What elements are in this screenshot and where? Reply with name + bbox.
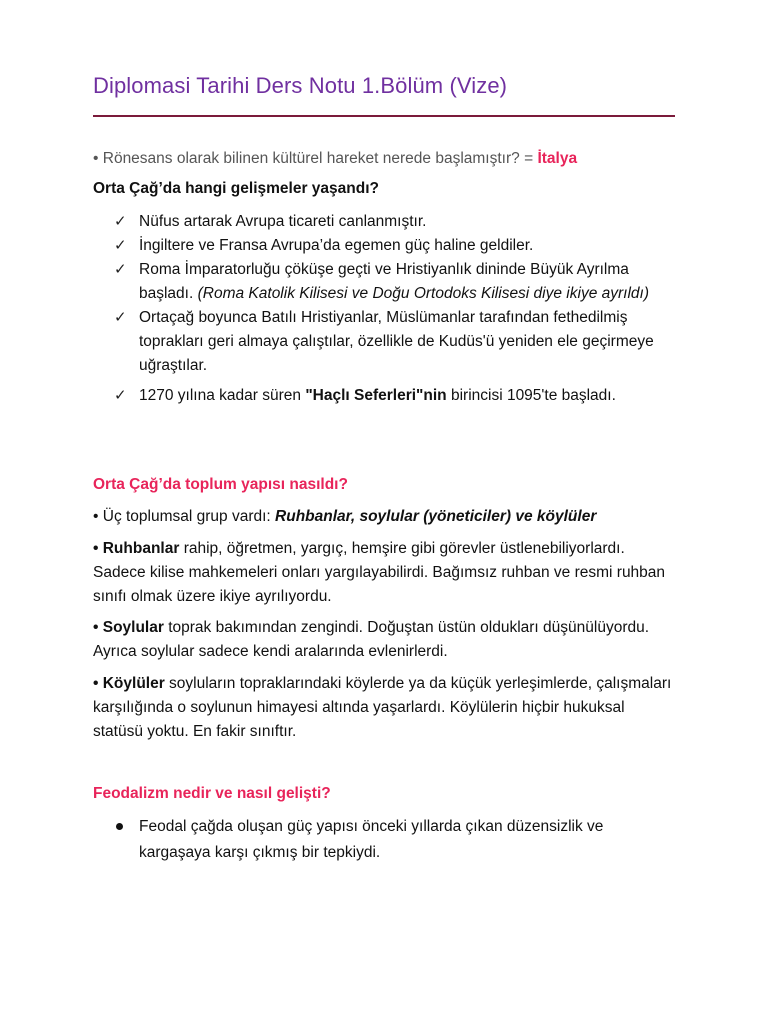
list-item	[112, 384, 682, 408]
groups-text: Üç toplumsal grup vardı:	[102, 508, 276, 525]
paragraph-text: soyluların topraklarındaki köylerde ya da küçük yerleşimlerde, çalışmaları karşılığında o soylunun himayesi altında yaşarlardı. Köylülerin hiçbir hukuksal statüsü yoktu. En fakir sınıftır.	[93, 675, 672, 740]
paragraph-text: rahip, öğretmen, yargıç, hemşire gibi görevler üstlenebiliyorlardı. Sadece kilise mahkemeleri onları yargılayabilirdi. Bağımsız ruhban ve resmi ruhban sınıfı olmak üzere ikiye ayrılıyordu.	[93, 540, 666, 605]
intro-bullet: •	[93, 150, 99, 167]
list-item	[112, 210, 682, 234]
section1-check-list	[112, 210, 682, 408]
list-item	[112, 814, 672, 866]
bullet-dot-icon	[116, 823, 123, 830]
paragraph-lead: • Köylüler	[93, 675, 165, 692]
list-item-italic-note: (Roma Katolik Kilisesi ve Doğu Ortodoks Kilisesi diye ikiye ayrıldı)	[197, 285, 649, 302]
groups-bullet: •	[93, 508, 99, 525]
paragraph-soylular	[93, 616, 673, 664]
title-divider	[93, 115, 675, 117]
check-icon: ✓	[114, 309, 127, 326]
paragraph-lead: • Soylular	[93, 619, 164, 636]
paragraph-lead: • Ruhbanlar	[93, 540, 180, 557]
check-icon: ✓	[114, 261, 127, 278]
list-item-text: Roma İmparatorluğu çöküşe geçti ve Hristiyanlık dininde Büyük Ayrılma başladı.	[139, 261, 629, 302]
section2-heading: Orta Çağ’da toplum yapısı nasıldı?	[93, 476, 348, 493]
list-item	[112, 306, 682, 378]
list-item	[112, 258, 682, 306]
intro-question-text: Rönesans olarak bilinen kültürel hareket nerede başlamıştır? =	[102, 150, 538, 167]
list-item-text-pre: 1270 yılına kadar süren	[139, 387, 306, 404]
groups-line	[93, 505, 673, 529]
intro-question	[93, 150, 577, 168]
check-icon: ✓	[114, 387, 127, 404]
document-title: Diplomasi Tarihi Ders Notu 1.Bölüm (Vize)	[93, 73, 508, 98]
paragraph-ruhbanlar	[93, 537, 673, 609]
list-item-text: Ortaçağ boyunca Batılı Hristiyanlar, Müslümanlar tarafından fethedilmiş toprakları geri almaya çalıştılar, özellikle de Kudüs'ü yeniden ele geçirmeye uğraştılar.	[139, 309, 654, 374]
section3-bullet-list	[112, 814, 672, 866]
list-item-text: İngiltere ve Fransa Avrupa’da egemen güç haline geldiler.	[139, 237, 534, 254]
check-icon: ✓	[114, 213, 127, 230]
list-item-text-post: birincisi 1095'te başladı.	[446, 387, 616, 404]
list-item-text: Nüfus artarak Avrupa ticareti canlanmıştır.	[139, 213, 427, 230]
list-item-text: Feodal çağda oluşan güç yapısı önceki yıllarda çıkan düzensizlik ve kargaşaya karşı çıkmış bir tepkiydi.	[139, 818, 604, 861]
paragraph-koyluler	[93, 672, 673, 744]
groups-names: Ruhbanlar, soylular (yöneticiler) ve köylüler	[275, 508, 597, 525]
list-item	[112, 234, 682, 258]
intro-answer: İtalya	[537, 150, 578, 167]
paragraph-text: toprak bakımından zengindi. Doğuştan üstün oldukları düşünülüyordu. Ayrıca soylular sadece kendi aralarında evlenirlerdi.	[93, 619, 650, 660]
section3-heading: Feodalizm nedir ve nasıl gelişti?	[93, 785, 331, 802]
section1-heading: Orta Çağ’da hangi gelişmeler yaşandı?	[93, 180, 379, 197]
check-icon: ✓	[114, 237, 127, 254]
list-item-bold: "Haçlı Seferleri"nin	[305, 387, 447, 404]
